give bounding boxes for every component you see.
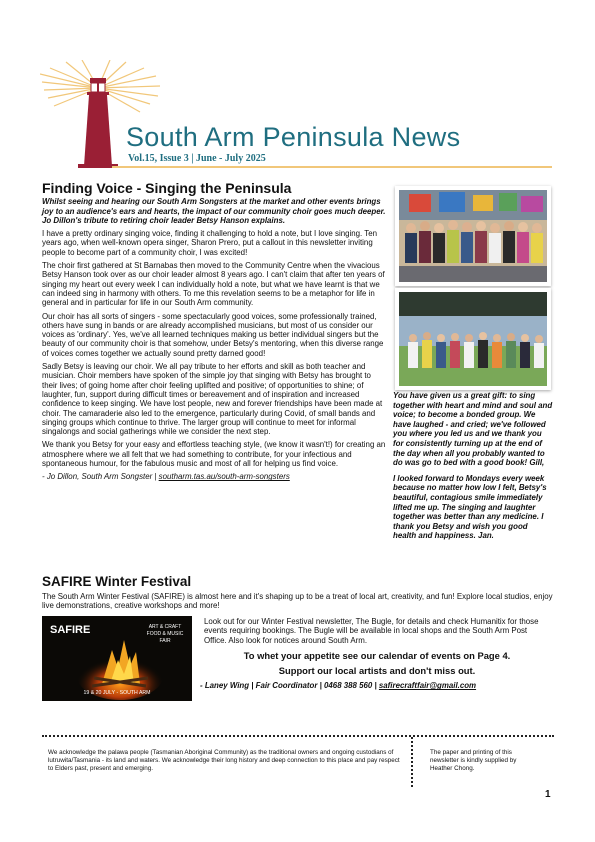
newsletter-title: South Arm Peninsula News [126, 122, 461, 152]
safire-info: Look out for our Winter Festival newsletter, The Bugle, for details and check Humanitix for those events requiring bookings. The Bugle will be available in local shops and the South Arm Post Office. Also look for notices around South Arm. [204, 617, 539, 645]
article-signature [42, 472, 388, 481]
safire-heading: SAFIRE Winter Festival [42, 574, 192, 589]
article-paragraph: The choir first gathered at St Barnabas then moved to the Community Centre when the vivacious Betsy Hanson took over as our choir leader almost 8 years ago. I can't claim that after ten years of singing my heart out every week I can individually hold a note, but what we have learnt is that we can indeed sing in harmony with others. To me this revelation seems to be a metaphor for life in general and in particular for life in our South Arm community. [42, 261, 385, 308]
safire-details [200, 617, 550, 697]
article-paragraph: Our choir has all sorts of singers - some spectacularly good voices, some professionally trained, others have sung in bands or are already accomplished musicians, but most of us consider our voices as 'ordinary'. Yes, we've all learned techniques making us better individual singers but the beauty of our community choir is that somehow, under Betsy's mentoring, when this diverse range of voices comes together we actually sound pretty darned good! [42, 311, 384, 358]
safire-section [42, 574, 554, 611]
credit-separator: | [372, 681, 379, 691]
credit-name: - Laney Wing | Fair Coordinator | [200, 681, 325, 691]
article-paragraph: We thank you Betsy for your easy and effortless teaching style, (we know it wasn't!) for creating an atmosphere where we all felt that we had something to contribute, for your infectious and spontaneous humour, for the fabulous music and most of all for helping us find voice. [42, 440, 386, 469]
poster-dates: 19 & 20 JULY - SOUTH ARM [83, 690, 151, 696]
masthead-rule [112, 166, 552, 168]
acknowledgement-of-country: We acknowledge the palawa people (Tasmanian Aboriginal Community) as the traditional owners and ongoing custodians of lutruwita/Tasmania - its land and waters. We acknowledge their long history and deep connection to this place and pay respect to Elders past, present and emerging. [48, 749, 400, 772]
article-paragraph: I have a pretty ordinary singing voice, finding it challenging to hold a note, but I love singing. Ten years ago, when well-known opera singer, Sharon Prero, put a callout in this newsletter inviting people to become part of a community choir, I was excited! [42, 229, 377, 257]
songsters-link[interactable]: southarm.tas.au/south-arm-songsters [158, 472, 290, 482]
footer-divider [42, 735, 554, 737]
phone-number[interactable]: 0468 388 560 [324, 681, 373, 691]
choir-photo-group [395, 186, 551, 286]
issue-info: Vol.15, Issue 3 | June - July 2025 [128, 153, 266, 164]
quote-jan: I looked forward to Mondays every week because no matter how low I felt, Betsy's beautiful, contagious smile immediately lifted me up. The singing and laughter together was better than any medicine. I thank you Betsy and wish you good health and happiness. Jan. [393, 473, 547, 541]
lighthouse-logo [40, 60, 555, 172]
tribute-quotes [393, 391, 553, 547]
poster-title: SAFIRE [50, 624, 91, 636]
choir-photo-outdoor [395, 288, 551, 390]
footer-vertical-divider [411, 737, 413, 787]
email-link[interactable]: safirecraftfair@gmail.com [378, 681, 477, 691]
poster-line: FOOD & MUSIC [146, 631, 184, 637]
article-paragraph: Sadly Betsy is leaving our choir. We all pay tribute to her efforts and skill as both teacher and musician. Choir members have spoken of the simple joy that singing with Betsy has brought to their lives; of going home after choir feeling uplifted and positive; of opportunities to shine; of laughter, fun, support during difficult times or bereavement and of inspiration and increased confidence to keep singing. We have lost people, new and forever friendships have been made at choir. The camaraderie also led to the emergence, particularly during Covid, of small bands and singing groups which continue to thrive. The larger group will continue to meet for informal singalongs and social gatherings while we consider the next step. [42, 362, 383, 437]
article-heading: Finding Voice - Singing the Peninsula [42, 180, 292, 196]
safire-support-note: Support our local artists and don't miss out. [278, 665, 476, 677]
article-intro: Whilst seeing and hearing our South Arm Songsters at the market and other events brings joy to an audience's ears and hearts, the impact of our community choir goes much deeper. Jo Dillon's tribute to retiring choir leader Betsy Hanson explains. [42, 197, 386, 225]
safire-credit [200, 681, 550, 690]
poster-subtitle [142, 624, 188, 645]
safire-lead: The South Arm Winter Festival (SAFIRE) is almost here and it's shaping up to be a treat of local art, creativity, and fun! Explore local studios, enjoy live demonstrations, creative workshops and more! [42, 592, 553, 611]
safire-calendar-note: To whet your appetite see our calendar of events on Page 4. [243, 649, 511, 661]
signature-text: - Jo Dillon, South Arm Songster | [42, 472, 159, 482]
poster-line: ART & CRAFT [148, 624, 182, 630]
poster-line: FAIR [159, 638, 171, 644]
safire-poster [42, 616, 192, 701]
main-article [42, 180, 388, 486]
quote-gill: You have given us a great gift: to sing together with heart and mind and soul and voice; to become a bonded group. We have laughed - and cried; we've followed you where you led us and we thank you for consistently turning up at the end of the day when all you probably wanted to do was go to bed with a good book! Gill, [393, 391, 553, 468]
printing-credit: The paper and printing of this newsletter is kindly supplied by Heather Chong. [430, 749, 517, 772]
masthead [40, 60, 555, 172]
page-number: 1 [545, 789, 551, 800]
